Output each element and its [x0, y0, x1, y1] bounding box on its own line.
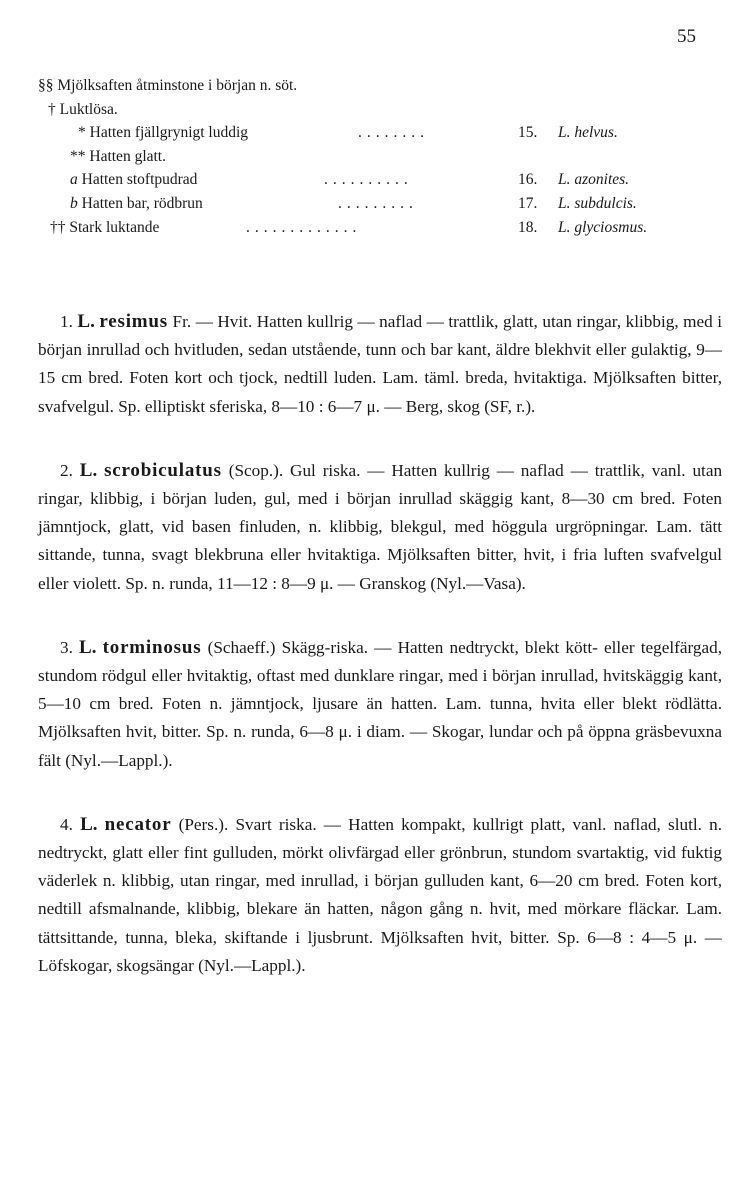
- key-marker: b: [70, 194, 78, 212]
- leader-dots: ..........: [324, 171, 413, 189]
- key-row: [38, 145, 708, 169]
- entry-number: 3.: [60, 637, 73, 657]
- key-number: 18.: [518, 218, 538, 236]
- entry-genus: L.: [77, 311, 95, 332]
- key-text: Hatten fjällgrynigt luddig: [89, 124, 249, 142]
- leader-dots: ........: [358, 124, 429, 142]
- page-number: 55: [677, 26, 696, 47]
- key-line: [78, 121, 248, 145]
- key-text: Hatten stoftpudrad: [81, 171, 198, 189]
- key-number: 15.: [518, 124, 538, 142]
- entry-number: 2.: [60, 460, 73, 480]
- leader-dots: .........: [338, 194, 418, 212]
- key-line: [70, 168, 197, 192]
- key-number: 17.: [518, 194, 538, 212]
- key-text: Luktlösa.: [59, 100, 118, 118]
- species-entry: [38, 811, 722, 980]
- entry-genus: L.: [79, 459, 98, 481]
- key-marker: ††: [50, 218, 66, 236]
- key-row: [38, 98, 708, 122]
- entry-author: (Pers.).: [178, 814, 229, 834]
- key-marker: †: [48, 100, 56, 118]
- key-text: Mjölksaften åtminstone i början n. söt.: [57, 77, 298, 94]
- identification-key: [38, 74, 708, 239]
- entry-text: — Hvit. Hatten kullrig — naflad — trattlik, glatt, utan ringar, klibbig, med i början inrullad och hvitluden, sedan utstående, tunn och bar kant, äldre blekhvit eller gulaktig, 9—15 cm bred. Foten kort och tjock, nedtill luden. Lam. täml. breda, hvitaktiga. Mjölksaften bitter, svafvelgul. Sp. elliptiskt sferiska, 8—10 : 6—7 μ. — Berg, skog (SF, r.).: [38, 312, 723, 416]
- key-species: L. subdulcis.: [558, 194, 637, 212]
- leader-dots: .............: [246, 218, 362, 236]
- key-text: Hatten glatt.: [89, 147, 166, 165]
- entry-epithet: resimus: [99, 311, 168, 332]
- key-line: [38, 74, 297, 98]
- key-line: [70, 192, 203, 216]
- species-entries: [38, 308, 722, 1016]
- key-row: [38, 74, 708, 98]
- entry-epithet: torminosus: [102, 636, 202, 658]
- key-text: Stark luktande: [69, 218, 160, 236]
- key-marker: **: [70, 147, 86, 165]
- entry-author: (Schaeff.): [207, 637, 276, 657]
- key-number: 16.: [518, 171, 538, 189]
- species-entry: [38, 457, 722, 598]
- entry-text: Skägg-riska. — Hatten nedtryckt, blekt kött- eller tegelfärgad, stundom rödgul eller hvitaktig, oftast med dunklare ringar, med i början inrullad, hvitskäggig kant, 5—10 cm bred. Foten n. jämntjock, ljusare än hatten. Lam. tunna, hvita eller blekt rödlätta. Mjölksaften hvit, bitter. Sp. n. runda, 6—8 μ. i diam. — Skogar, lundar och på öppna gräsbevuxna fält (Nyl.—Lappl.).: [38, 637, 722, 770]
- key-species: L. helvus.: [558, 124, 618, 142]
- entry-author: (Scop.).: [228, 460, 284, 480]
- key-marker: a: [70, 171, 78, 189]
- key-line: [48, 98, 118, 122]
- key-species: L. glyciosmus.: [558, 218, 648, 236]
- key-row: [38, 192, 708, 216]
- entry-text: Gul riska. — Hatten kullrig — naflad — trattlik, vanl. utan ringar, klibbig, i början luden, gul, med i början inrullad skäggig kant, 8—30 cm bred. Foten jämntjock, glatt, vid basen finluden, n. klibbig, blekgul, med höggula urgröpningar. Lam. tätt sittande, tunna, svagt blekbruna eller hvitaktiga. Mjölksaften bitter, hvit, i fria luften svafvelgul eller violett. Sp. n. runda, 11—12 : 8—9 μ. — Granskog (Nyl.—Vasa).: [38, 460, 723, 593]
- entry-genus: L.: [79, 636, 97, 658]
- key-text: Hatten bar, rödbrun: [81, 194, 203, 212]
- key-row: [38, 121, 708, 145]
- key-line: [70, 145, 166, 169]
- entry-number: 4.: [60, 814, 73, 834]
- key-marker: §§: [38, 77, 54, 94]
- entry-text: Svart riska. — Hatten kompakt, kullrigt platt, vanl. naflad, slutl. n. nedtryckt, glatt eller fint gulluden, mörkt olivfärgad eller grönbrun, stundom svartaktig, vid fuktig väderlek n. klibbig, utan ringar, med inrullad, i början gulluden kant, 6—20 cm bred. Foten kort, nedtill afsmalnande, klibbig, blekare än hatten, någon gång n. hvit, med mörkare fläckar. Lam. tättsittande, tunna, bleka, skiftande i ljusbrunt. Mjölksaften hvit, bitter. Sp. 6—8 : 4—5 μ. — Löfskogar, skogsängar (Nyl.—Lappl.).: [38, 814, 722, 975]
- species-entry: [38, 308, 722, 421]
- key-row: [38, 216, 708, 240]
- key-row: [38, 168, 708, 192]
- key-species: L. azonites.: [558, 171, 630, 189]
- entry-author: Fr.: [172, 312, 192, 331]
- entry-genus: L.: [80, 813, 98, 835]
- entry-number: 1.: [60, 312, 73, 331]
- entry-epithet: scrobiculatus: [104, 459, 222, 481]
- species-entry: [38, 634, 722, 775]
- key-line: [50, 216, 159, 240]
- key-marker: *: [78, 124, 86, 142]
- entry-epithet: necator: [104, 813, 172, 835]
